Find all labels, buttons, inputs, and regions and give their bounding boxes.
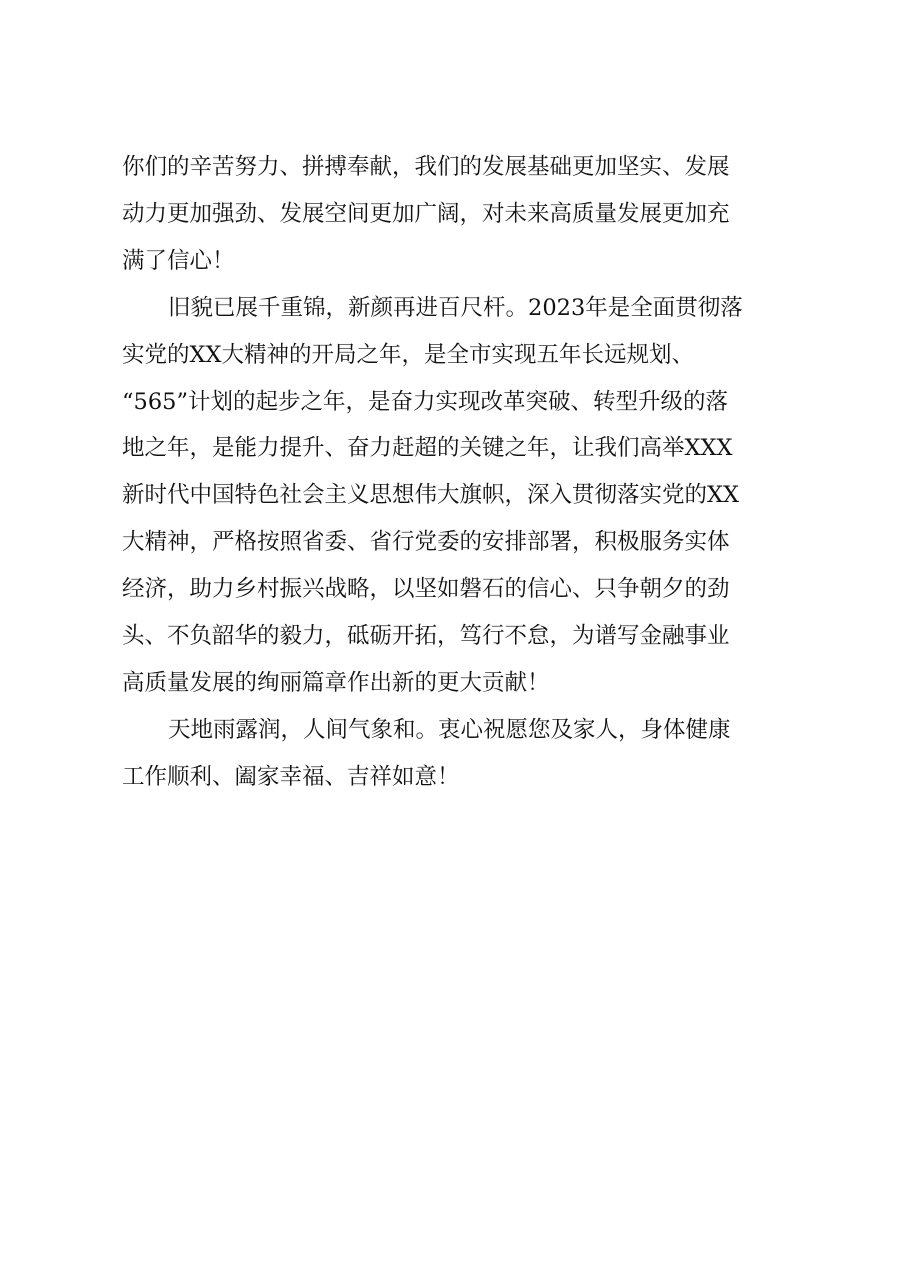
text-line: 高质量发展的绚丽篇章作出新的更大贡献！	[122, 669, 550, 696]
text-line: 新时代中国特色社会主义思想伟大旗帜，深入贯彻落实党的XX	[122, 482, 740, 509]
paragraph-1	[122, 144, 797, 285]
text-line: 实党的XX大精神的开局之年，是全市实现五年长远规划、	[122, 341, 695, 368]
text-line: 工作顺利、阖家幸福、吉祥如意！	[122, 763, 460, 790]
text-line: 动力更加强劲、发展空间更加广阔，对未来高质量发展更加充	[122, 200, 730, 227]
text-line: 天地雨露润，人间气象和。衷心祝愿您及家人，身体健康	[168, 716, 731, 743]
paragraph-2	[122, 285, 797, 707]
text-line: “565”计划的起步之年，是奋力实现改革突破、转型升级的落	[122, 388, 728, 415]
document-body	[122, 144, 797, 801]
text-line: 你们的辛苦努力、拼搏奉献，我们的发展基础更加坚实、发展	[122, 154, 730, 180]
text-line: 大精神，严格按照省委、省行党委的安排部署，积极服务实体	[122, 529, 730, 556]
text-line: 经济，助力乡村振兴战略，以坚如磐石的信心、只争朝夕的劲	[122, 576, 730, 603]
text-line: 头、不负韶华的毅力，砥砺开拓，笃行不怠，为谱写金融事业	[122, 623, 730, 650]
text-line: 地之年，是能力提升、奋力赶超的关键之年，让我们高举XXX	[122, 435, 733, 462]
paragraph-3	[122, 707, 797, 801]
text-line: 旧貌已展千重锦，新颜再进百尺杆。2023年是全面贯彻落	[168, 294, 743, 321]
text-line: 满了信心！	[122, 247, 235, 274]
